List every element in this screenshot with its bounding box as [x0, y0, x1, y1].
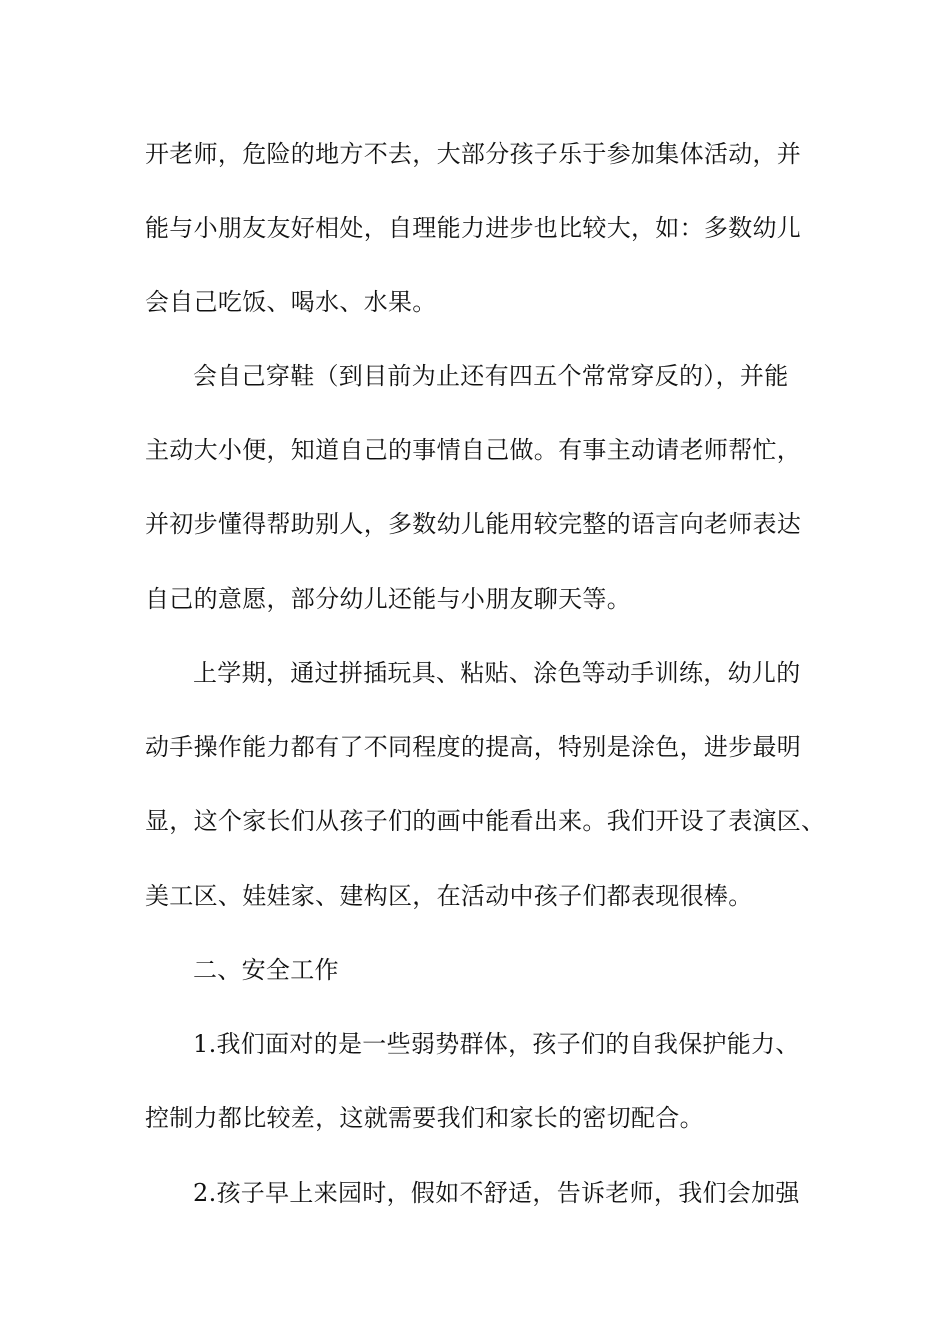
text-line: 开老师，危险的地方不去，大部分孩子乐于参加集体活动，并 — [145, 140, 802, 168]
paragraph-start-line: 2.孩子早上来园时，假如不舒适，告诉老师，我们会加强 — [193, 1179, 800, 1207]
text-line: 并初步懂得帮助别人，多数幼儿能用较完整的语言向老师表达 — [145, 510, 802, 538]
text-line: 会自己吃饭、喝水、水果。 — [145, 288, 437, 316]
text-line: 美工区、娃娃家、建构区，在活动中孩子们都表现很棒。 — [145, 882, 753, 910]
section-heading: 二、安全工作 — [193, 956, 339, 984]
text-line: 动手操作能力都有了不同程度的提高，特别是涂色，进步最明 — [145, 733, 802, 761]
paragraph-start-line: 1.我们面对的是一些弱势群体，孩子们的自我保护能力、 — [193, 1030, 800, 1058]
text-line: 能与小朋友友好相处，自理能力进步也比较大，如：多数幼儿 — [145, 214, 802, 242]
paragraph-start-line: 会自己穿鞋（到目前为止还有四五个常常穿反的），并能 — [193, 362, 789, 390]
text-line: 主动大小便，知道自己的事情自己做。有事主动请老师帮忙， — [145, 436, 802, 464]
text-line: 自己的意愿，部分幼儿还能与小朋友聊天等。 — [145, 585, 631, 613]
paragraph-start-line: 上学期，通过拼插玩具、粘贴、涂色等动手训练，幼儿的 — [193, 659, 801, 687]
text-line: 显，这个家长们从孩子们的画中能看出来。我们开设了表演区、 — [145, 807, 826, 835]
text-line: 控制力都比较差，这就需要我们和家长的密切配合。 — [145, 1104, 704, 1132]
